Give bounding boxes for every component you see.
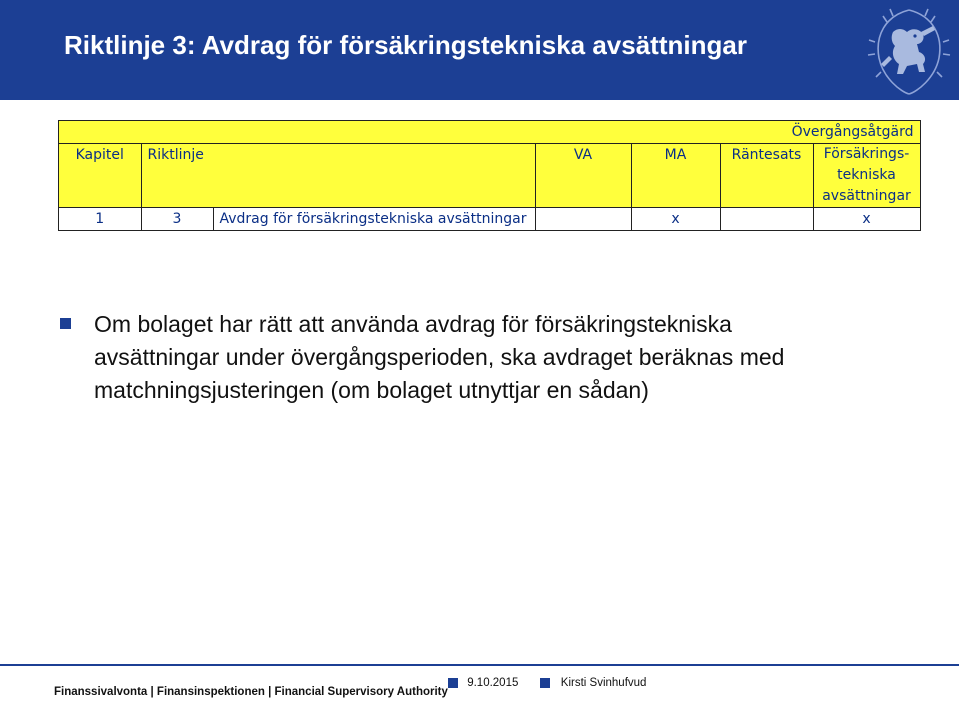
cell-ma: x [631,208,720,231]
cell-rantesats [720,208,813,231]
cell-description: Avdrag för försäkringstekniska avsättningar [213,208,535,231]
lion-crest-logo [863,2,955,98]
header-bar [0,0,959,100]
bullet-line-1: Om bolaget har rätt att använda avdrag för försäkringstekniska [94,311,732,337]
footer-meta [448,677,646,689]
footer-author: Kirsti Svinhufvud [560,677,647,689]
group-header-overgangsatgard: Övergångsåtgärd [720,121,920,144]
col-header-rantesats: Räntesats [720,144,813,208]
bullet-line-3: matchningsjusteringen (om bolaget utnyttjar en sådan) [94,377,649,403]
bullet-line-2: avsättningar under övergångsperioden, ska avdraget beräknas med [94,344,785,370]
fta-line-1: Försäkrings- [823,146,910,162]
fta-line-3: avsättningar [822,188,911,204]
col-header-kapitel: Kapitel [59,144,142,208]
transitional-measures-table [58,120,921,231]
table-row [59,208,921,231]
cell-forsakringstekniska: x [813,208,920,231]
bullet-item [60,308,940,407]
col-header-riktlinje: Riktlinje [141,144,213,208]
footer-date: 9.10.2015 [467,677,519,689]
col-header-forsakringstekniska [813,144,920,208]
cell-kapitel: 1 [59,208,142,231]
cell-va [535,208,631,231]
footer-organization: Finanssivalvonta | Finansinspektionen | Financial Supervisory Authority [54,686,448,698]
col-header-ma: MA [631,144,720,208]
fta-line-2: tekniska [837,167,896,183]
square-bullet-icon [540,678,550,688]
cell-riktlinje: 3 [141,208,213,231]
square-bullet-icon [60,318,71,329]
footer-divider [0,664,959,666]
bullet-text [94,308,940,407]
col-header-va: VA [535,144,631,208]
square-bullet-icon [448,678,458,688]
page-title: Riktlinje 3: Avdrag för försäkringstekniska avsättningar [64,30,747,60]
